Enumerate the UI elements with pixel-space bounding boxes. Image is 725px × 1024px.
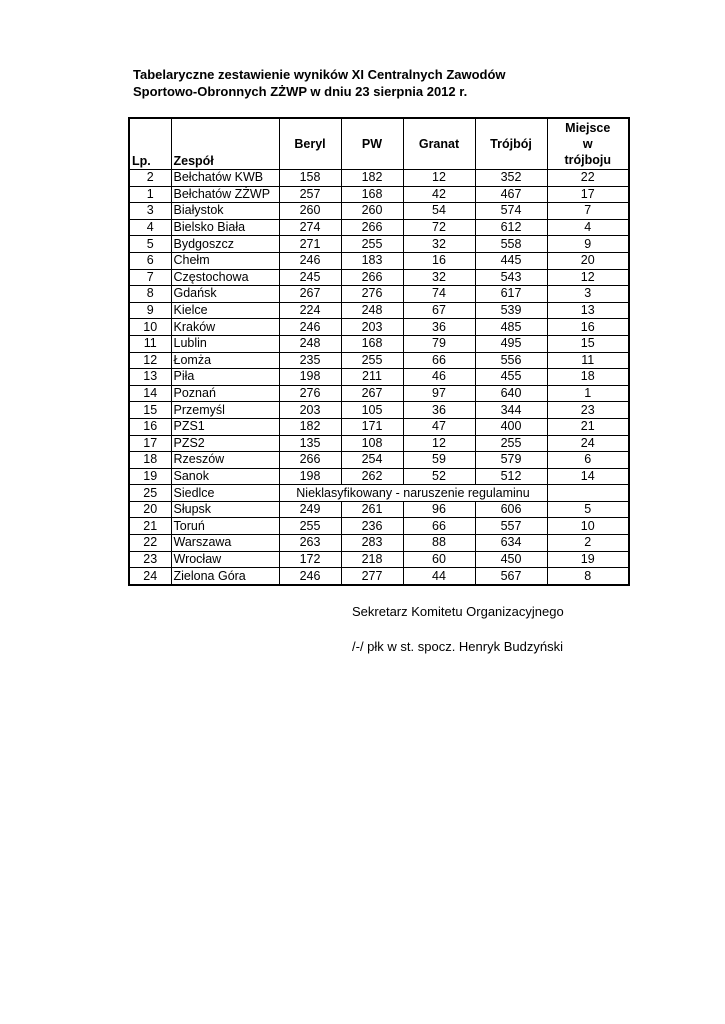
- cell-pw: 211: [341, 369, 403, 386]
- cell-miejsce: 9: [547, 236, 629, 253]
- cell-lp: 22: [129, 535, 171, 552]
- cell-miejsce: 5: [547, 501, 629, 518]
- cell-team: Warszawa: [171, 535, 279, 552]
- cell-miejsce: 14: [547, 468, 629, 485]
- cell-granat: 59: [403, 452, 475, 469]
- cell-trojboj: 556: [475, 352, 547, 369]
- cell-miejsce: 22: [547, 170, 629, 187]
- cell-miejsce: [547, 485, 629, 502]
- cell-pw: 267: [341, 385, 403, 402]
- cell-pw: 105: [341, 402, 403, 419]
- cell-beryl: 198: [279, 468, 341, 485]
- cell-granat: 60: [403, 551, 475, 568]
- cell-team: Wrocław: [171, 551, 279, 568]
- cell-miejsce: 2: [547, 535, 629, 552]
- cell-miejsce: 18: [547, 369, 629, 386]
- cell-trojboj: 606: [475, 501, 547, 518]
- table-row: [129, 302, 629, 319]
- header-lp: Lp.: [129, 118, 171, 170]
- cell-team: Bielsko Biała: [171, 219, 279, 236]
- cell-granat: 88: [403, 535, 475, 552]
- cell-granat: 42: [403, 186, 475, 203]
- cell-beryl: 182: [279, 418, 341, 435]
- table-row: [129, 186, 629, 203]
- cell-granat: 16: [403, 252, 475, 269]
- table-row: [129, 170, 629, 187]
- cell-lp: 2: [129, 170, 171, 187]
- table-row: [129, 418, 629, 435]
- title-line-1: Tabelaryczne zestawienie wyników XI Centralnych Zawodów: [133, 67, 506, 82]
- cell-pw: 266: [341, 269, 403, 286]
- table-row: [129, 551, 629, 568]
- cell-granat: 32: [403, 269, 475, 286]
- cell-granat: 36: [403, 402, 475, 419]
- header-beryl: Beryl: [279, 118, 341, 170]
- cell-lp: 18: [129, 452, 171, 469]
- cell-lp: 13: [129, 369, 171, 386]
- cell-lp: 10: [129, 319, 171, 336]
- cell-granat: 67: [403, 302, 475, 319]
- cell-trojboj: 344: [475, 402, 547, 419]
- cell-team: Bełchatów KWB: [171, 170, 279, 187]
- cell-beryl: 267: [279, 286, 341, 303]
- cell-beryl: 245: [279, 269, 341, 286]
- header-miejsce-line-2: w: [582, 137, 593, 151]
- cell-team: Kielce: [171, 302, 279, 319]
- cell-lp: 20: [129, 501, 171, 518]
- cell-team: Toruń: [171, 518, 279, 535]
- cell-miejsce: 11: [547, 352, 629, 369]
- table-row: [129, 236, 629, 253]
- cell-team: Kraków: [171, 319, 279, 336]
- table-row: [129, 501, 629, 518]
- cell-trojboj: 543: [475, 269, 547, 286]
- table-row: [129, 485, 629, 502]
- cell-team: Chełm: [171, 252, 279, 269]
- cell-pw: 255: [341, 236, 403, 253]
- cell-lp: 19: [129, 468, 171, 485]
- cell-team: Gdańsk: [171, 286, 279, 303]
- cell-beryl: 235: [279, 352, 341, 369]
- cell-trojboj: 255: [475, 435, 547, 452]
- cell-beryl: 246: [279, 252, 341, 269]
- cell-pw: 266: [341, 219, 403, 236]
- cell-team: Piła: [171, 369, 279, 386]
- cell-granat: 36: [403, 319, 475, 336]
- cell-trojboj: 640: [475, 385, 547, 402]
- cell-granat: 46: [403, 369, 475, 386]
- cell-beryl: 260: [279, 203, 341, 220]
- cell-pw: 276: [341, 286, 403, 303]
- cell-team: Bełchatów ZŻWP: [171, 186, 279, 203]
- title-line-2: Sportowo-Obronnych ZŻWP w dniu 23 sierpnia 2012 r.: [133, 84, 468, 99]
- cell-lp: 8: [129, 286, 171, 303]
- table-row: [129, 369, 629, 386]
- cell-pw: 283: [341, 535, 403, 552]
- cell-trojboj: 612: [475, 219, 547, 236]
- cell-miejsce: 3: [547, 286, 629, 303]
- cell-lp: 5: [129, 236, 171, 253]
- table-row: [129, 203, 629, 220]
- table-row: [129, 252, 629, 269]
- cell-pw: 261: [341, 501, 403, 518]
- cell-team: Zielona Góra: [171, 568, 279, 585]
- cell-beryl: 198: [279, 369, 341, 386]
- signature-title: Sekretarz Komitetu Organizacyjnego: [352, 604, 564, 619]
- cell-lp: 25: [129, 485, 171, 502]
- cell-beryl: 203: [279, 402, 341, 419]
- cell-pw: 183: [341, 252, 403, 269]
- cell-lp: 9: [129, 302, 171, 319]
- cell-trojboj: 579: [475, 452, 547, 469]
- signature-name: /-/ płk w st. spocz. Henryk Budzyński: [352, 639, 563, 654]
- header-miejsce-line-1: Miejsce: [565, 121, 611, 135]
- cell-beryl: 274: [279, 219, 341, 236]
- cell-miejsce: 12: [547, 269, 629, 286]
- cell-granat: 47: [403, 418, 475, 435]
- cell-trojboj: 558: [475, 236, 547, 253]
- cell-miejsce: 10: [547, 518, 629, 535]
- cell-team: PZS1: [171, 418, 279, 435]
- cell-trojboj: 450: [475, 551, 547, 568]
- table-row: [129, 435, 629, 452]
- cell-beryl: 255: [279, 518, 341, 535]
- cell-beryl: 158: [279, 170, 341, 187]
- cell-granat: 66: [403, 518, 475, 535]
- cell-team: Poznań: [171, 385, 279, 402]
- cell-granat: 96: [403, 501, 475, 518]
- cell-miejsce: 1: [547, 385, 629, 402]
- cell-beryl: 246: [279, 319, 341, 336]
- table-row: [129, 452, 629, 469]
- cell-trojboj: 455: [475, 369, 547, 386]
- table-row: [129, 269, 629, 286]
- cell-beryl: 276: [279, 385, 341, 402]
- results-table: [128, 117, 630, 586]
- table-row: [129, 568, 629, 585]
- cell-lp: 11: [129, 335, 171, 352]
- table-row: [129, 319, 629, 336]
- cell-team: Sanok: [171, 468, 279, 485]
- table-row: [129, 535, 629, 552]
- cell-trojboj: 485: [475, 319, 547, 336]
- cell-lp: 14: [129, 385, 171, 402]
- cell-beryl: 172: [279, 551, 341, 568]
- cell-note: Nieklasyfikowany - naruszenie regulaminu: [279, 485, 547, 502]
- cell-beryl: 135: [279, 435, 341, 452]
- cell-granat: 54: [403, 203, 475, 220]
- cell-team: Przemyśl: [171, 402, 279, 419]
- cell-team: Słupsk: [171, 501, 279, 518]
- cell-lp: 12: [129, 352, 171, 369]
- cell-lp: 6: [129, 252, 171, 269]
- cell-trojboj: 634: [475, 535, 547, 552]
- cell-team: Lublin: [171, 335, 279, 352]
- cell-beryl: 271: [279, 236, 341, 253]
- results-table-header: [129, 118, 629, 170]
- cell-pw: 168: [341, 186, 403, 203]
- cell-pw: 255: [341, 352, 403, 369]
- cell-pw: 168: [341, 335, 403, 352]
- cell-trojboj: 467: [475, 186, 547, 203]
- table-row: [129, 518, 629, 535]
- header-team: Zespół: [171, 118, 279, 170]
- cell-trojboj: 495: [475, 335, 547, 352]
- table-row: [129, 468, 629, 485]
- header-granat: Granat: [403, 118, 475, 170]
- cell-pw: 248: [341, 302, 403, 319]
- cell-team: Rzeszów: [171, 452, 279, 469]
- cell-granat: 72: [403, 219, 475, 236]
- cell-beryl: 246: [279, 568, 341, 585]
- cell-granat: 12: [403, 435, 475, 452]
- cell-miejsce: 17: [547, 186, 629, 203]
- cell-granat: 12: [403, 170, 475, 187]
- cell-team: Łomża: [171, 352, 279, 369]
- cell-miejsce: 8: [547, 568, 629, 585]
- cell-pw: 260: [341, 203, 403, 220]
- cell-pw: 218: [341, 551, 403, 568]
- cell-pw: 277: [341, 568, 403, 585]
- header-pw: PW: [341, 118, 403, 170]
- cell-trojboj: 567: [475, 568, 547, 585]
- cell-granat: 79: [403, 335, 475, 352]
- cell-team: Siedlce: [171, 485, 279, 502]
- cell-pw: 236: [341, 518, 403, 535]
- cell-trojboj: 557: [475, 518, 547, 535]
- cell-miejsce: 4: [547, 219, 629, 236]
- header-row: [129, 118, 629, 170]
- cell-pw: 262: [341, 468, 403, 485]
- document-title: [133, 66, 693, 100]
- cell-beryl: 266: [279, 452, 341, 469]
- cell-pw: 108: [341, 435, 403, 452]
- cell-trojboj: 445: [475, 252, 547, 269]
- cell-trojboj: 539: [475, 302, 547, 319]
- cell-pw: 254: [341, 452, 403, 469]
- cell-granat: 66: [403, 352, 475, 369]
- cell-team: Bydgoszcz: [171, 236, 279, 253]
- cell-pw: 182: [341, 170, 403, 187]
- cell-beryl: 249: [279, 501, 341, 518]
- cell-miejsce: 16: [547, 319, 629, 336]
- table-row: [129, 352, 629, 369]
- cell-lp: 16: [129, 418, 171, 435]
- cell-miejsce: 20: [547, 252, 629, 269]
- cell-trojboj: 352: [475, 170, 547, 187]
- cell-beryl: 224: [279, 302, 341, 319]
- table-row: [129, 335, 629, 352]
- cell-lp: 17: [129, 435, 171, 452]
- header-miejsce: [547, 118, 629, 170]
- cell-miejsce: 13: [547, 302, 629, 319]
- cell-lp: 24: [129, 568, 171, 585]
- cell-lp: 1: [129, 186, 171, 203]
- cell-beryl: 263: [279, 535, 341, 552]
- cell-team: Białystok: [171, 203, 279, 220]
- cell-beryl: 248: [279, 335, 341, 352]
- cell-miejsce: 15: [547, 335, 629, 352]
- cell-granat: 32: [403, 236, 475, 253]
- cell-lp: 3: [129, 203, 171, 220]
- results-table-body: [129, 170, 629, 585]
- cell-granat: 44: [403, 568, 475, 585]
- cell-lp: 7: [129, 269, 171, 286]
- cell-trojboj: 574: [475, 203, 547, 220]
- cell-miejsce: 24: [547, 435, 629, 452]
- cell-miejsce: 21: [547, 418, 629, 435]
- cell-granat: 74: [403, 286, 475, 303]
- cell-miejsce: 19: [547, 551, 629, 568]
- header-miejsce-line-3: trójboju: [564, 153, 611, 167]
- cell-lp: 23: [129, 551, 171, 568]
- cell-miejsce: 23: [547, 402, 629, 419]
- table-row: [129, 219, 629, 236]
- cell-beryl: 257: [279, 186, 341, 203]
- table-row: [129, 286, 629, 303]
- cell-pw: 203: [341, 319, 403, 336]
- header-trojboj: Trójbój: [475, 118, 547, 170]
- cell-lp: 21: [129, 518, 171, 535]
- cell-trojboj: 512: [475, 468, 547, 485]
- cell-granat: 52: [403, 468, 475, 485]
- cell-team: Częstochowa: [171, 269, 279, 286]
- table-row: [129, 402, 629, 419]
- cell-lp: 15: [129, 402, 171, 419]
- cell-lp: 4: [129, 219, 171, 236]
- cell-miejsce: 7: [547, 203, 629, 220]
- table-row: [129, 385, 629, 402]
- cell-team: PZS2: [171, 435, 279, 452]
- cell-trojboj: 617: [475, 286, 547, 303]
- cell-granat: 97: [403, 385, 475, 402]
- cell-miejsce: 6: [547, 452, 629, 469]
- cell-pw: 171: [341, 418, 403, 435]
- cell-trojboj: 400: [475, 418, 547, 435]
